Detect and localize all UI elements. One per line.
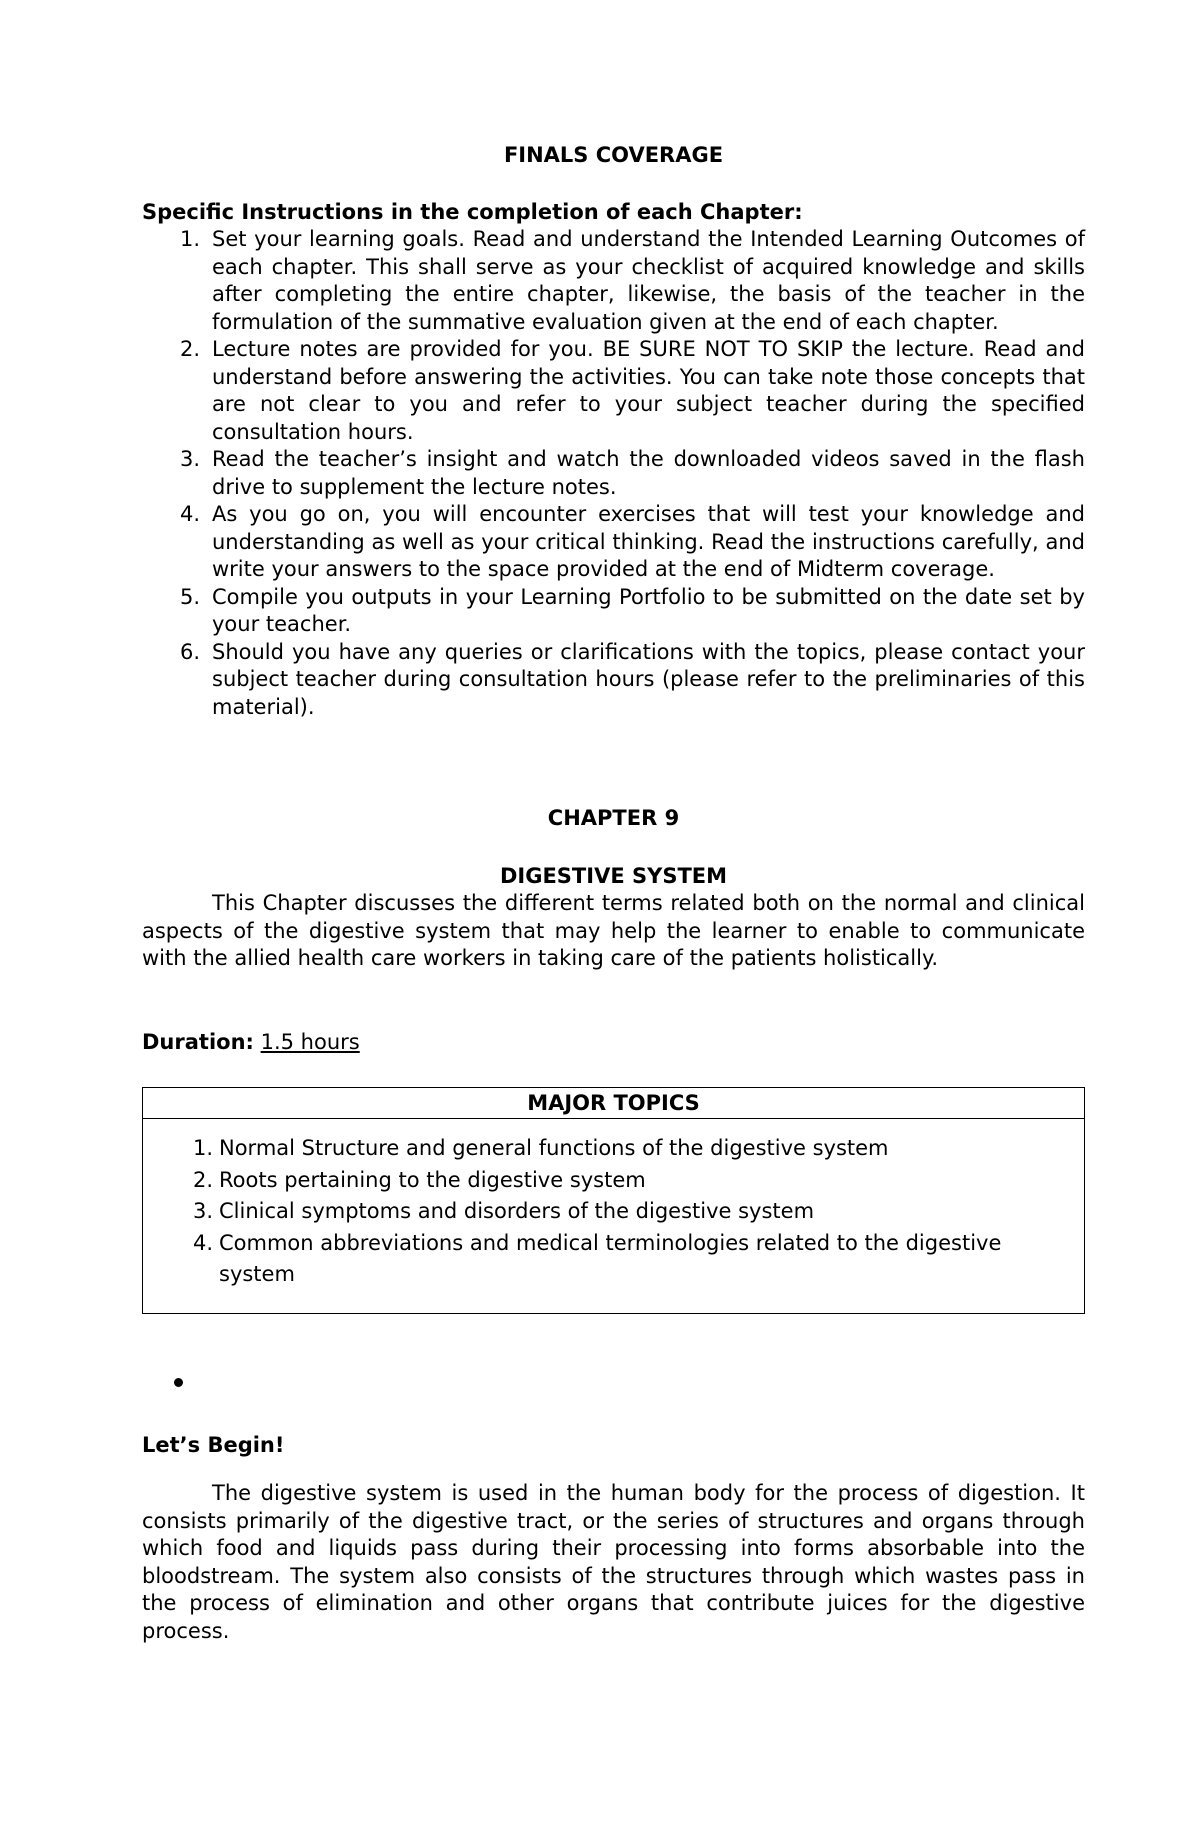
list-item (142, 501, 1085, 584)
list-item-text: As you go on, you will encounter exercises that will test your knowledge and understanding as well as your critical thinking. Read the instructions carefully, and write your answers to the space provided at the end of Midterm coverage. (212, 502, 1085, 581)
list-item-number: 1. (192, 1136, 213, 1160)
list-item-text: Common abbreviations and medical terminologies related to the digestive system (219, 1230, 1002, 1286)
begin-heading: Let’s Begin! (142, 1433, 285, 1457)
list-item (142, 446, 1085, 501)
list-item-text: Set your learning goals. Read and understand the Intended Learning Outcomes of each chapter. This shall serve as your checklist of acquired knowledge and skills after completing the entire chapter, likewise, the basis of the teacher in the formulation of the summative evaluation given at the end of each chapter. (212, 227, 1085, 334)
list-item-text: Roots pertaining to the digestive system (219, 1167, 646, 1192)
chapter-intro-text: This Chapter discusses the different terms related both on the normal and clinical aspects of the digestive system that may help the learner to enable to communicate with the allied health care workers in taking care of the patients holistically. (142, 891, 1085, 970)
list-item-number: 6. (179, 639, 200, 664)
list-item-text: Lecture notes are provided for you. BE SURE NOT TO SKIP the lecture. Read and understand before answering the activities. You can take note those concepts that are not clear to you and refer to your subject teacher during the specified consultation hours. (212, 337, 1085, 444)
list-item-text: Normal Structure and general functions of the digestive system (219, 1136, 889, 1160)
major-topics-box (142, 1087, 1085, 1314)
list-item (143, 1133, 1084, 1165)
list-item (143, 1228, 1084, 1291)
list-item-number: 4. (179, 502, 200, 526)
chapter-title: DIGESTIVE SYSTEM (499, 864, 728, 888)
list-item (142, 226, 1085, 336)
list-item (142, 584, 1085, 639)
list-item-number: 2. (192, 1167, 213, 1192)
major-topics-heading: MAJOR TOPICS (143, 1088, 1084, 1119)
list-item-text: Clinical symptoms and disorders of the digestive system (219, 1199, 815, 1223)
major-topics-list (143, 1119, 1084, 1291)
duration-value: 1.5 hours (260, 1030, 360, 1054)
list-item-number: 4. (192, 1230, 213, 1255)
list-item-number: 1. (179, 227, 200, 251)
list-item-number: 5. (179, 584, 200, 609)
instructions-heading: Specific Instructions in the completion of each Chapter: (142, 200, 803, 224)
begin-paragraph (142, 1480, 1085, 1645)
list-item-number: 3. (192, 1199, 213, 1223)
list-item (143, 1165, 1084, 1197)
duration (142, 1028, 360, 1056)
list-item (143, 1196, 1084, 1228)
begin-paragraph-text: The digestive system is used in the human body for the process of digestion. It consists primarily of the digestive tract, or the series of structures and organs through which food and liquids pass during their processing into forms absorbable into the bloodstream. The system also consists of the structures through which wastes pass in the process of elimination and other organs that contribute juices for the digestive process. (142, 1481, 1085, 1643)
duration-label: Duration: (142, 1030, 254, 1054)
chapter-label: CHAPTER 9 (547, 806, 680, 830)
list-item (142, 336, 1085, 446)
instructions-list (142, 226, 1085, 721)
list-item-text: Compile you outputs in your Learning Portfolio to be submitted on the date set by your teacher. (212, 584, 1085, 636)
list-item-text: Should you have any queries or clarifications with the topics, please contact your subject teacher during consultation hours (please refer to the preliminaries of this material). (212, 639, 1085, 719)
empty-bullet-icon (174, 1378, 183, 1387)
list-item-text: Read the teacher’s insight and watch the downloaded videos saved in the flash drive to supplement the lecture notes. (212, 447, 1085, 499)
page-title: FINALS COVERAGE (503, 143, 724, 167)
chapter-intro-paragraph (142, 890, 1085, 973)
list-item-number: 2. (179, 337, 200, 361)
list-item (142, 639, 1085, 722)
list-item-number: 3. (179, 447, 200, 471)
